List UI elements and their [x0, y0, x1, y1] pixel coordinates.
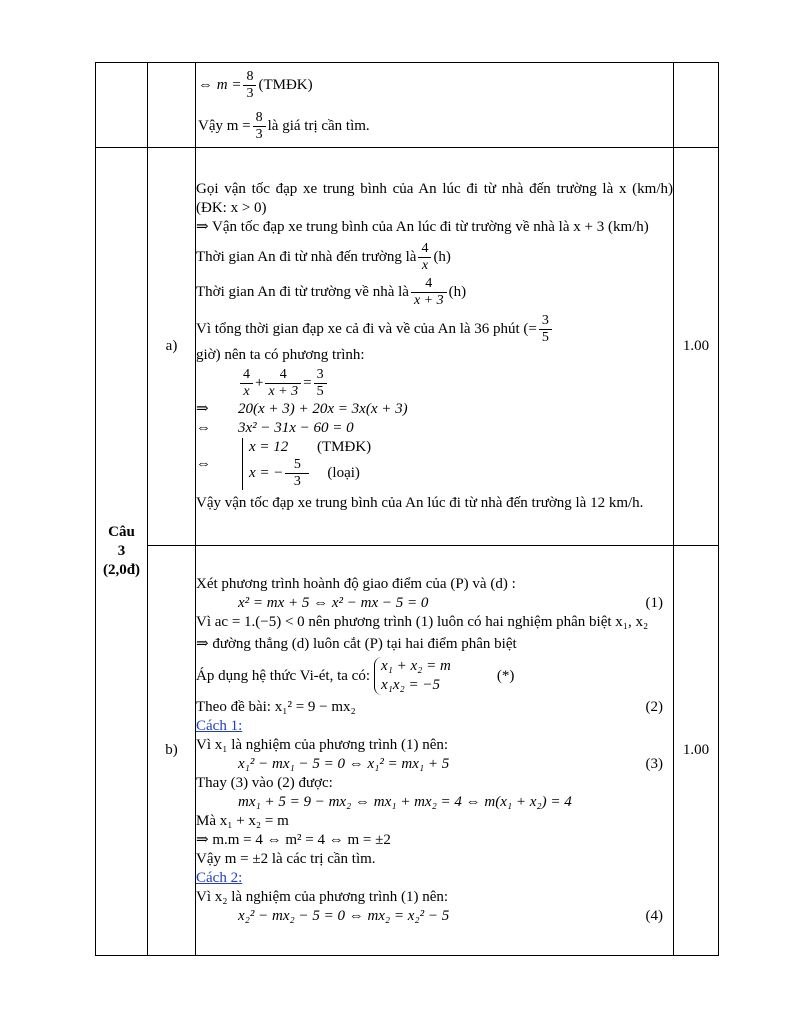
table-row [96, 63, 719, 148]
method-1-link[interactable]: Cách 1: [196, 718, 243, 734]
time-2: Thời gian An đi từ trường về nhà là $\frac{4}{x + 3}$ (h) [196, 276, 467, 308]
condition: Theo đề bài: x₁² = 9 − mx₂ (2) [196, 699, 663, 715]
step-4: ⇔ x = 12 (TMĐK) x = − $\frac{5}{3}$ (loại) [196, 439, 372, 489]
method-2-link[interactable]: Cách 2: [196, 870, 243, 886]
score-b: 1.00 [674, 546, 719, 956]
answer-table [95, 62, 719, 956]
table-row [96, 148, 719, 546]
system: x₁ + x₂ = m x₁x₂ = −5 [374, 657, 451, 695]
part-cell-empty [148, 63, 196, 148]
question-cell-empty [96, 63, 148, 148]
table-row [96, 546, 719, 956]
part-a-content: Gọi vận tốc đạp xe trung bình của An lúc đi từ nhà đến trường là x (km/h) (ĐK: x > 0) ⇒ Vận tốc đạp xe trung bình của An lúc đi từ trường về nhà là x + 3 (km/h) Thời gian An đi từ nhà đến trường là $\frac{4}{x}$ (h) Thời gian An đi từ trường về nhà là $\frac{4}{x + 3}$ (h) Vì tổng thời gian đạp xe cả đi và về của An là 36 phút (= $\frac{3}{5}$ giờ) nên ta có phương trình: $\frac{4}{x}$ + $\frac{4}{x + 3}$ = $\frac{3}{5}$ ⇒ 20(x + 3) + 20x = 3x(x + 3) ⇔ 3x² − 31x − 60 = 0 ⇔ x = 12 (TMĐK) x = − $\frac{5}{3}$ (loại) Vậy vận tốc đạp xe trung bình của An lúc đi từ nhà đến trường là 12 km/h. [196, 148, 674, 546]
score-cell-empty [674, 63, 719, 148]
fraction: $\frac{3}{5}$ [539, 313, 552, 346]
step-2: ⇒ 20(x + 3) + 20x = 3x(x + 3) [196, 401, 408, 417]
score-a: 1.00 [674, 148, 719, 546]
step-3: ⇔ 3x² − 31x − 60 = 0 [196, 420, 354, 436]
fraction: $\frac{4}{x + 3}$ [411, 276, 447, 309]
conclusion-eq: ⇔ m = $\frac{8}{3}$ (TMĐK) [198, 69, 313, 101]
fraction: $\frac{8}{3}$ [243, 69, 256, 102]
time-1: Thời gian An đi từ nhà đến trường là $\frac{4}{x}$ (h) [196, 241, 451, 273]
part-label-a: a) [148, 148, 196, 546]
question-label: Câu 3 (2,0đ) [96, 148, 148, 956]
eq-4: x₂² − mx₂ − 5 = 0 ⇔ mx₂ = x₂² − 5 (4) [238, 908, 663, 924]
eq-sub: mx₁ + 5 = 9 − mx₂ ⇔ mx₁ + mx₂ = 4 ⇔ m(x₁ + x₂) = 4 [238, 794, 572, 810]
part-b-content: Xét phương trình hoành độ giao điểm của (P) và (d) : x² = mx + 5 ⇔ x² − mx − 5 = 0 (1) Vì ac = 1.(−5) < 0 nên phương trình (1) luôn có hai nghiệm phân biệt x₁, x₂ ⇒ đường thẳng (d) luôn cắt (P) tại hai điểm phân biệt Áp dụng hệ thức Vi-ét, ta có: x₁ + x₂ = m x₁x₂ = −5 (*) Theo đề bài: x₁² = 9 − mx₂ (2) Cách 1: Vì x₁ là nghiệm của phương trình (1) nên: x₁² − mx₁ − 5 = 0 ⇔ x₁² = mx₁ + 5 (3) Thay (3) vào (2) được: mx₁ + 5 = 9 − mx₂ ⇔ mx₁ + mx₂ = 4 ⇔ m(x₁ + x₂) = 4 Mà x₁ + x₂ = m ⇒ m.m = 4 ⇔ m² = 4 ⇔ m = ±2 Vậy m = ±2 là các trị cần tìm. Cách 2: Vì x₂ là nghiệm của phương trình (1) nên: x₂² − mx₂ − 5 = 0 ⇔ mx₂ = x₂² − 5 (4) [196, 546, 674, 956]
eq-3: x₁² − mx₁ − 5 = 0 ⇔ x₁² = mx₁ + 5 (3) [238, 756, 663, 772]
content-cell [196, 63, 674, 148]
equation: $\frac{4}{x}$ + $\frac{4}{x + 3}$ = $\frac{3}{5}$ [196, 367, 673, 400]
conclusion-text: Vậy m = $\frac{8}{3}$ là giá trị cần tìm. [198, 110, 370, 142]
total-time: Vì tổng thời gian đạp xe cả đi và về của An là 36 phút (= $\frac{3}{5}$ giờ) nên ta có phương trình: [196, 313, 673, 365]
fraction: $\frac{4}{x}$ [418, 241, 431, 274]
vieta: Áp dụng hệ thức Vi-ét, ta có: x₁ + x₂ = m x₁x₂ = −5 (*) [196, 658, 515, 693]
fraction: $\frac{8}{3}$ [253, 110, 266, 143]
part-label-b: b) [148, 546, 196, 956]
solution-set: x = 12 (TMĐK) x = − $\frac{5}{3}$ (loại) [242, 438, 371, 490]
eq-1: x² = mx + 5 ⇔ x² − mx − 5 = 0 (1) [238, 595, 663, 611]
